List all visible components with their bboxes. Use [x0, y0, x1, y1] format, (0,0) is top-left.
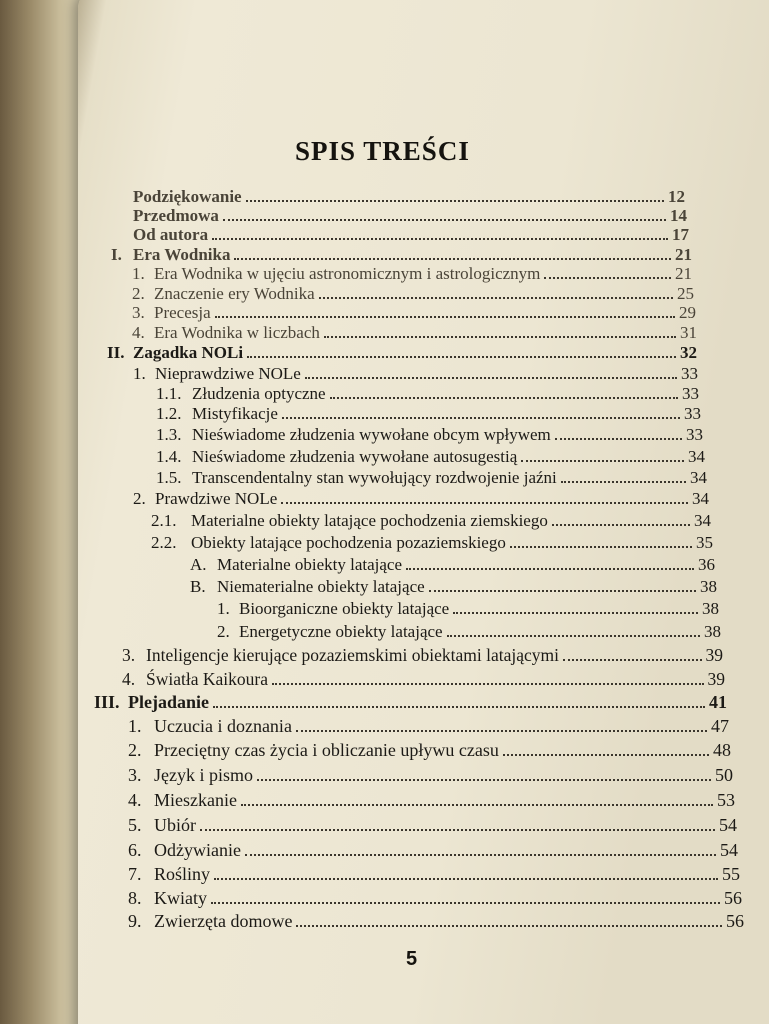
- toc-entry-page: 33: [682, 384, 699, 403]
- toc-entry-label: Podziękowanie: [133, 187, 242, 206]
- toc-entry-page: 50: [715, 765, 733, 785]
- leader-dots: [296, 911, 722, 927]
- toc-entry-number: 1.5.: [156, 468, 182, 487]
- leader-dots: [406, 554, 694, 570]
- leader-dots: [521, 446, 684, 462]
- toc-entry-label: Ubiór: [154, 815, 196, 835]
- leader-dots: [324, 322, 676, 338]
- toc-entry: [128, 815, 737, 835]
- toc-entry-page: 35: [696, 533, 713, 552]
- toc-entry-number: 2.2.: [151, 533, 177, 552]
- toc-entry-label: Znaczenie ery Wodnika: [154, 284, 315, 303]
- toc-entry-label: Nieświadome złudzenia wywołane obcym wpływem: [192, 425, 551, 444]
- leader-dots: [319, 283, 673, 299]
- toc-entry-number: 2.: [217, 622, 230, 641]
- leader-dots: [215, 302, 675, 318]
- toc-entry-number: 8.: [128, 888, 142, 908]
- toc-entry-number: 1.1.: [156, 384, 182, 403]
- toc-entry: [156, 403, 701, 424]
- toc-entry-label: Transcendentalny stan wywołujący rozdwojenie jaźni: [192, 468, 557, 487]
- leader-dots: [234, 244, 671, 260]
- toc-entry-number: 3.: [122, 645, 136, 665]
- toc-entry-number: 4.: [132, 323, 145, 342]
- leader-dots: [555, 424, 682, 440]
- leader-dots: [429, 576, 696, 592]
- toc-entry-label: Plejadanie: [128, 692, 209, 712]
- leader-dots: [247, 342, 676, 358]
- toc-entry: [217, 621, 721, 642]
- toc-entry-page: 33: [686, 425, 703, 444]
- toc-chapter: [107, 342, 697, 363]
- toc-entry-page: 31: [680, 323, 697, 342]
- toc-entry-page: 14: [670, 206, 687, 225]
- toc-entry-page: 12: [668, 187, 685, 206]
- toc-entry-label: Nieświadome złudzenia wywołane autosugestią: [192, 447, 518, 466]
- toc-entry: [156, 424, 703, 445]
- toc-entry: [156, 446, 705, 467]
- toc-entry-number: I.: [111, 245, 122, 264]
- toc-entry: [156, 383, 699, 404]
- toc-entry: [133, 363, 698, 384]
- toc-entry-number: 2.: [128, 740, 142, 760]
- toc-entry-page: 54: [720, 840, 738, 860]
- toc-entry-page: 34: [688, 447, 705, 466]
- toc-entry: [132, 283, 694, 304]
- toc-entry-number: 3.: [132, 303, 145, 322]
- toc-entry-page: 48: [713, 740, 731, 760]
- toc-entry: [151, 532, 713, 553]
- toc-entry-label: Mieszkanie: [154, 790, 237, 810]
- toc-entry-page: 53: [717, 790, 735, 810]
- toc-entry: [132, 322, 697, 343]
- toc-entry-label: Era Wodnika: [133, 245, 231, 264]
- toc-entry: [156, 467, 707, 488]
- toc-entry-label: Odżywianie: [154, 840, 241, 860]
- toc-chapter: [94, 692, 727, 712]
- leader-dots: [503, 740, 709, 756]
- toc-entry-number: 1.: [128, 716, 142, 736]
- toc-entry: [133, 205, 687, 226]
- leader-dots: [245, 840, 716, 856]
- leader-dots: [214, 864, 718, 880]
- toc-entry: [132, 263, 692, 284]
- toc-entry-page: 21: [675, 264, 692, 283]
- leader-dots: [200, 815, 715, 831]
- toc-entry-label: Mistyfikacje: [192, 404, 278, 423]
- toc-entry-label: Era Wodnika w liczbach: [154, 323, 320, 342]
- toc-entry-page: 38: [700, 577, 717, 596]
- leader-dots: [330, 383, 678, 399]
- toc-entry-label: Od autora: [133, 225, 209, 244]
- toc-entry-page: 34: [694, 511, 711, 530]
- toc-entry-label: Zwierzęta domowe: [154, 911, 293, 931]
- leader-dots: [272, 669, 704, 685]
- toc-entry-number: 1.3.: [156, 425, 182, 444]
- toc-entry: [128, 911, 744, 931]
- toc-entry: [133, 186, 685, 207]
- toc-entry: [133, 224, 689, 245]
- toc-entry-page: 39: [705, 645, 723, 665]
- toc-entry: [217, 598, 719, 619]
- leader-dots: [563, 645, 701, 661]
- toc-entry: [128, 716, 729, 736]
- toc-entry-label: Światła Kaikoura: [146, 669, 268, 689]
- toc-entry-number: II.: [107, 343, 125, 362]
- toc-entry-page: 56: [724, 888, 742, 908]
- toc-entry-number: B.: [190, 577, 206, 596]
- toc-entry: [128, 765, 733, 785]
- toc-entry-page: 32: [680, 343, 697, 362]
- toc-entry-page: 29: [679, 303, 696, 322]
- toc-entry: [128, 864, 740, 884]
- toc-entry-number: 7.: [128, 864, 142, 884]
- leader-dots: [282, 403, 680, 419]
- toc-entry-number: 3.: [128, 765, 142, 785]
- toc-entry-page: 38: [702, 599, 719, 618]
- toc-entry-label: Precesja: [154, 303, 211, 322]
- leader-dots: [561, 467, 686, 483]
- toc-entry: [190, 554, 715, 575]
- toc-entry-page: 33: [684, 404, 701, 423]
- leader-dots: [281, 488, 688, 504]
- toc-entry-number: A.: [190, 555, 207, 574]
- toc-entry-number: 1.: [133, 364, 146, 383]
- toc-entry-number: 1.4.: [156, 447, 182, 466]
- toc-entry-label: Nieprawdziwe NOLe: [155, 364, 301, 383]
- page-number: 5: [406, 948, 418, 970]
- toc-entry-label: Uczucia i doznania: [154, 716, 292, 736]
- toc-entry-label: Prawdziwe NOLe: [155, 489, 278, 508]
- toc-entry-page: 36: [698, 555, 715, 574]
- toc-entry-page: 17: [672, 225, 689, 244]
- leader-dots: [552, 510, 690, 526]
- toc-entry-page: 41: [709, 692, 727, 712]
- toc-entry-label: Przeciętny czas życia i obliczanie upływu czasu: [154, 740, 499, 760]
- toc-entry: [128, 790, 735, 810]
- leader-dots: [223, 205, 666, 221]
- toc-entry: [190, 576, 717, 597]
- toc-entry-number: 9.: [128, 911, 142, 931]
- toc-entry-number: 1.: [132, 264, 145, 283]
- toc-entry-page: 33: [681, 364, 698, 383]
- toc-entry-page: 54: [719, 815, 737, 835]
- toc-entry-label: Rośliny: [154, 864, 211, 884]
- leader-dots: [257, 765, 711, 781]
- toc-entry-number: 2.: [132, 284, 145, 303]
- toc-entry-page: 25: [677, 284, 694, 303]
- toc-chapter: [111, 244, 692, 265]
- leader-dots: [305, 363, 677, 379]
- toc-entry: [128, 888, 742, 908]
- leader-dots: [246, 186, 664, 202]
- toc-entry-label: Niematerialne obiekty latające: [217, 577, 425, 596]
- toc-entry-label: Materialne obiekty latające: [217, 555, 403, 574]
- toc-entry: [132, 302, 696, 323]
- leader-dots: [510, 532, 692, 548]
- leader-dots: [241, 790, 713, 806]
- toc-entry-label: Złudzenia optyczne: [192, 384, 326, 403]
- toc-entry-label: Język i pismo: [154, 765, 253, 785]
- leader-dots: [453, 598, 698, 614]
- toc-entry-page: 34: [692, 489, 709, 508]
- toc-entry: [133, 488, 709, 509]
- leader-dots: [296, 716, 707, 732]
- toc-entry-label: Obiekty latające pochodzenia pozaziemskiego: [191, 533, 506, 552]
- leader-dots: [213, 692, 705, 708]
- toc-entry-page: 55: [722, 864, 740, 884]
- toc-entry-label: Energetyczne obiekty latające: [239, 622, 443, 641]
- toc-entry-number: 4.: [122, 669, 136, 689]
- toc-entry: [128, 740, 731, 760]
- page-title: SPIS TREŚCI: [295, 136, 470, 166]
- toc-entry: [151, 510, 711, 531]
- toc-entry-label: Bioorganiczne obiekty latające: [239, 599, 450, 618]
- toc-entry-label: Zagadka NOLi: [133, 343, 244, 362]
- leader-dots: [447, 621, 700, 637]
- toc-entry: [122, 645, 723, 665]
- toc-entry-number: 2.: [133, 489, 146, 508]
- toc-entry-number: 2.1.: [151, 511, 177, 530]
- toc-entry-label: Przedmowa: [133, 206, 219, 225]
- leader-dots: [212, 224, 668, 240]
- toc-entry-number: 5.: [128, 815, 142, 835]
- toc-entry: [122, 669, 725, 689]
- toc-entry-label: Materialne obiekty latające pochodzenia ziemskiego: [191, 511, 548, 530]
- toc-entry-number: 1.2.: [156, 404, 182, 423]
- toc-entry-label: Kwiaty: [154, 888, 207, 908]
- toc-entry-page: 47: [711, 716, 729, 736]
- toc-entry-number: 1.: [217, 599, 230, 618]
- toc-entry-page: 38: [704, 622, 721, 641]
- toc-entry: [128, 840, 738, 860]
- leader-dots: [544, 263, 671, 279]
- toc-entry-label: Inteligencje kierujące pozaziemskimi obiektami latającymi: [146, 645, 560, 665]
- toc-entry-label: Era Wodnika w ujęciu astronomicznym i astrologicznym: [154, 264, 541, 283]
- leader-dots: [211, 888, 720, 904]
- toc-entry-number: 4.: [128, 790, 142, 810]
- toc-entry-number: III.: [94, 692, 120, 712]
- toc-entry-page: 39: [707, 669, 725, 689]
- toc-entry-number: 6.: [128, 840, 142, 860]
- toc-entry-page: 56: [726, 911, 744, 931]
- toc-entry-page: 21: [675, 245, 692, 264]
- toc-entry-page: 34: [690, 468, 707, 487]
